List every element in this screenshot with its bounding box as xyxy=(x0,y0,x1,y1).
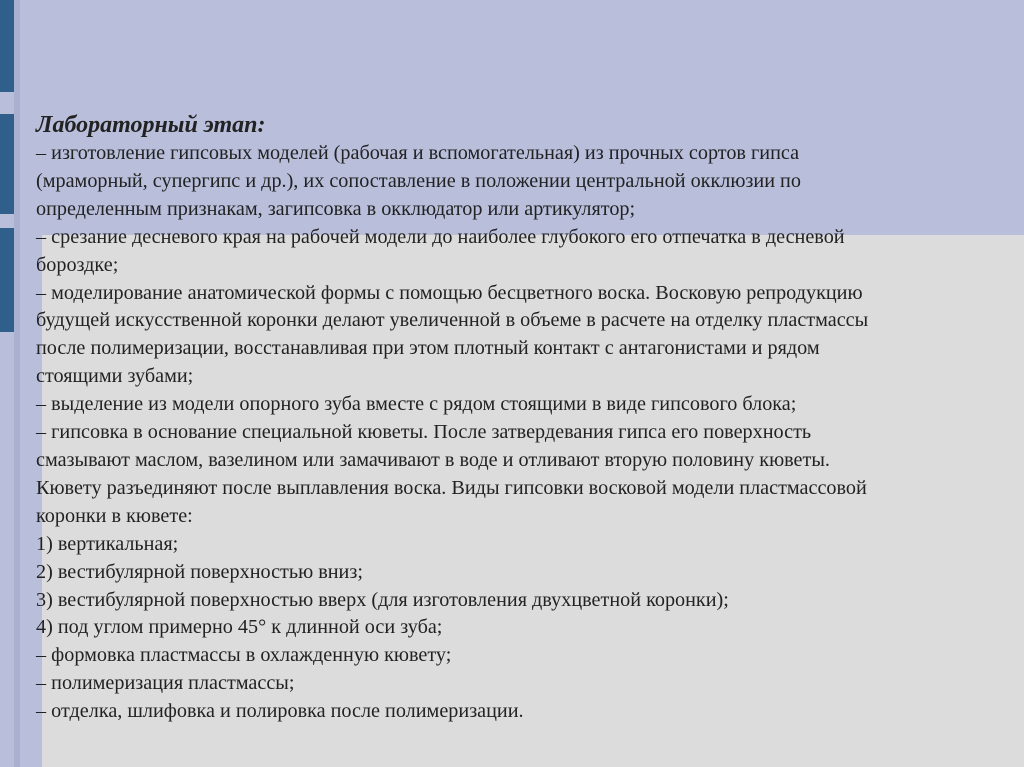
accent-strip xyxy=(14,0,20,767)
body-lines xyxy=(36,140,1006,726)
body-line: (мраморный, супергипс и др.), их сопоставление в положении центральной окклюзии по xyxy=(36,169,801,192)
body-line: определенным признакам, загипсовка в окклюдатор или артикулятор; xyxy=(36,197,636,220)
body-line: – моделирование анатомической формы с помощью бесцветного воска. Восковую репродукцию xyxy=(36,281,863,304)
body-line: после полимеризации, восстанавливая при этом плотный контакт с антагонистами и рядом xyxy=(36,337,820,360)
body-line: – срезание десневого края на рабочей модели до наиболее глубокого его отпечатка в десневой xyxy=(36,225,845,248)
body-line: – отделка, шлифовка и полировка после полимеризации. xyxy=(36,700,524,723)
body-line: – формовка пластмассы в охлажденную кювету; xyxy=(36,644,452,667)
accent-bar-lower xyxy=(0,228,14,332)
body-line: Кювету разъединяют после выплавления воска. Виды гипсовки восковой модели пластмассовой xyxy=(36,476,867,499)
body-line: 4) под углом примерно 45° к длинной оси зуба; xyxy=(36,616,443,639)
body-line: – изготовление гипсовых моделей (рабочая и вспомогательная) из прочных сортов гипса xyxy=(36,142,800,164)
body-line: коронки в кювете: xyxy=(36,504,193,527)
accent-bar-middle xyxy=(0,114,14,214)
accent-bar-top xyxy=(0,0,14,92)
body-line: – выделение из модели опорного зуба вместе с рядом стоящими в виде гипсового блока; xyxy=(36,393,797,416)
body-line: смазывают маслом, вазелином или замачивают в воде и отливают вторую половину кюветы. xyxy=(36,448,830,471)
body-line: 3) вестибулярной поверхностью вверх (для изготовления двухцветной коронки); xyxy=(36,588,729,611)
body-line: стоящими зубами; xyxy=(36,365,194,388)
body-line: 2) вестибулярной поверхностью вниз; xyxy=(36,560,363,583)
body-line: будущей искусственной коронки делают увеличенной в объеме в расчете на отделку пластмассы xyxy=(36,309,869,332)
body-line: бороздке; xyxy=(36,253,119,276)
body-line: – полимеризация пластмассы; xyxy=(36,672,295,695)
body-line: 1) вертикальная; xyxy=(36,532,179,555)
body-line: – гипсовка в основание специальной кюветы. После затвердевания гипса его поверхность xyxy=(36,421,812,444)
slide-heading: Лабораторный этап: xyxy=(36,112,266,138)
body-text xyxy=(36,110,1006,726)
